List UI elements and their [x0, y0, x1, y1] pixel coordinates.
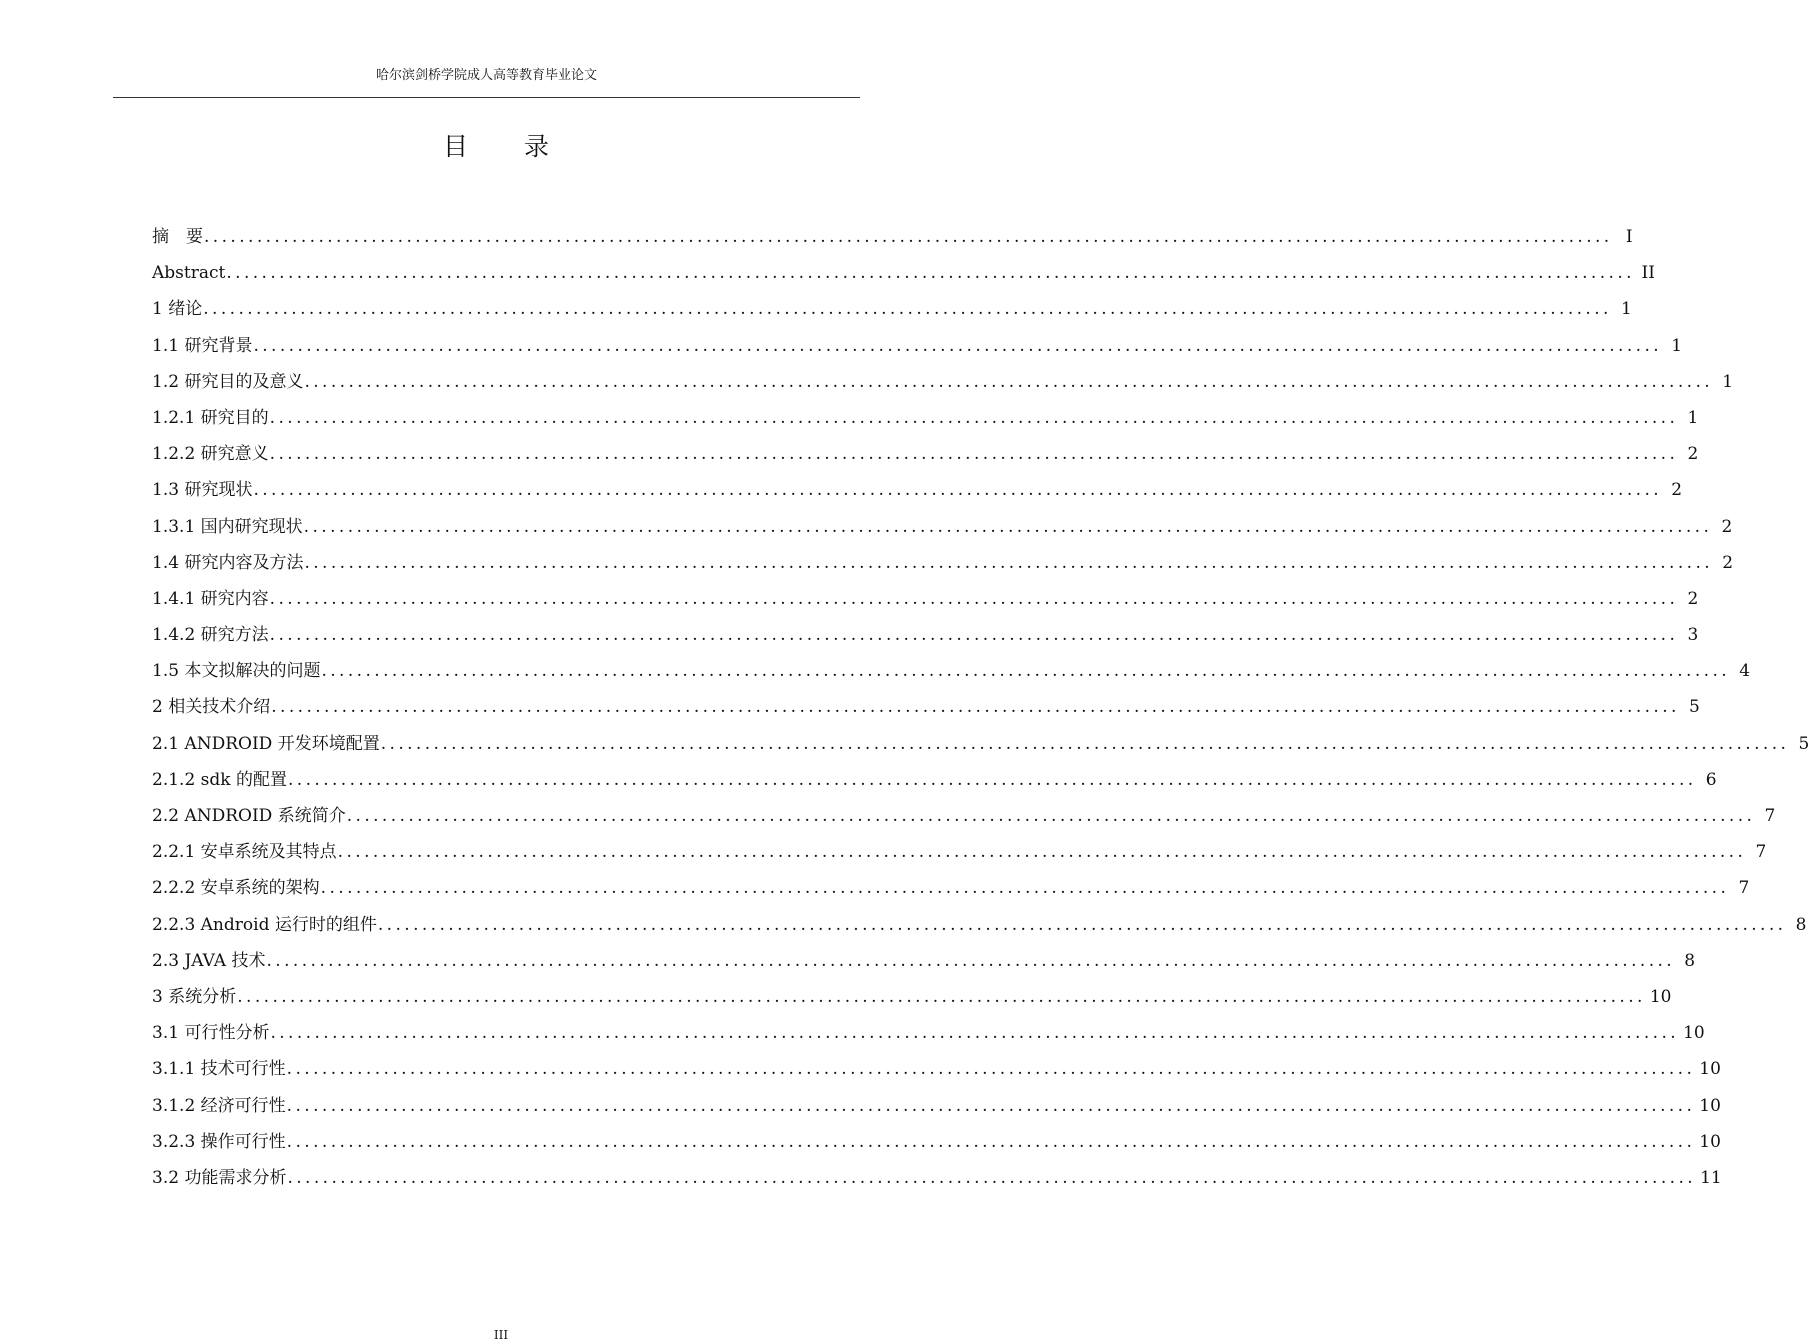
toc-entry-label: 1.4 研究内容及方法: [152, 552, 304, 573]
toc-entry-label: 1.5 本文拟解决的问题: [152, 661, 321, 682]
toc-dot-leader: ................................................................................................................................................................: [287, 769, 1697, 790]
toc-entry-page: 2: [1722, 552, 1734, 573]
toc-entry-label: 2.1.2 sdk 的配置: [152, 769, 287, 790]
toc-entry-page: 5: [1798, 733, 1809, 754]
toc-entry[interactable]: [152, 1051, 1721, 1087]
toc-dot-leader: ................................................................................................................................................................: [286, 1131, 1696, 1152]
toc-dot-leader: ................................................................................................................................................................: [226, 263, 1635, 284]
toc-entry[interactable]: [152, 219, 1633, 255]
toc-entry[interactable]: [152, 762, 1717, 798]
toc-entry-label: 3 系统分析: [152, 986, 237, 1007]
toc-entry-page: 2: [1687, 444, 1699, 465]
header-rule: [113, 97, 860, 98]
toc-entry-page: 7: [1738, 878, 1750, 899]
toc-entry[interactable]: [152, 798, 1776, 834]
toc-entry[interactable]: [152, 617, 1699, 653]
toc-dot-leader: ................................................................................................................................................................: [287, 1167, 1697, 1188]
page-number: III: [493, 1328, 509, 1342]
toc-dot-leader: ................................................................................................................................................................: [321, 661, 1731, 682]
toc-entry[interactable]: [152, 870, 1750, 906]
toc-entry[interactable]: [152, 834, 1767, 870]
toc-entry[interactable]: [152, 581, 1699, 617]
toc-dot-leader: ................................................................................................................................................................: [253, 480, 1663, 501]
toc-entry-label: 3.1 可行性分析: [152, 1023, 270, 1044]
toc-entry-label: Abstract: [152, 263, 226, 284]
toc-entry[interactable]: [152, 328, 1683, 364]
toc-entry-page: 7: [1755, 842, 1767, 863]
toc-dot-leader: ................................................................................................................................................................: [253, 335, 1663, 356]
toc-entry-label: 1.2 研究目的及意义: [152, 371, 304, 392]
toc-entry-label: 1.1 研究背景: [152, 335, 253, 356]
toc-entry-label: 2.3 JAVA 技术: [152, 950, 266, 971]
toc-entry-page: 10: [1699, 1131, 1721, 1152]
toc-entry-label: 3.2 功能需求分析: [152, 1167, 287, 1188]
toc-dot-leader: ................................................................................................................................................................: [266, 950, 1676, 971]
toc-entry-label: 3.2.3 操作可行性: [152, 1131, 286, 1152]
toc-entry-label: 3.1.2 经济可行性: [152, 1095, 286, 1116]
toc-entry-page: 2: [1687, 588, 1699, 609]
toc-entry-label: 1 绪论: [152, 299, 203, 320]
toc-dot-leader: ................................................................................................................................................................: [346, 806, 1756, 826]
toc-dot-leader: ................................................................................................................................................................: [269, 407, 1679, 428]
toc-entry-page: 1: [1671, 335, 1683, 356]
toc-entry-label: 3.1.1 技术可行性: [152, 1059, 286, 1080]
toc-entry-label: 1.2.2 研究意义: [152, 444, 269, 465]
toc-entry[interactable]: [152, 979, 1672, 1015]
toc-entry[interactable]: [152, 943, 1696, 979]
toc-entry[interactable]: [152, 1015, 1705, 1051]
toc-entry[interactable]: [152, 509, 1733, 545]
toc-entry-page: 4: [1739, 661, 1751, 682]
toc-entry-page: 3: [1687, 625, 1699, 646]
toc-entry[interactable]: [152, 689, 1700, 725]
toc-entry-page: 10: [1699, 1095, 1721, 1116]
toc-entry-page: 6: [1705, 769, 1717, 790]
toc-entry-page: 10: [1699, 1059, 1721, 1080]
toc-entry[interactable]: [152, 291, 1632, 327]
toc-entry-label: 2.1 ANDROID 开发环境配置: [152, 733, 380, 754]
toc-entry-page: 8: [1684, 950, 1696, 971]
toc-dot-leader: ................................................................................................................................................................: [269, 588, 1679, 609]
toc-entry[interactable]: [152, 1160, 1722, 1196]
toc-entry-page: 8: [1795, 914, 1807, 935]
toc-entry[interactable]: [152, 255, 1655, 291]
table-of-contents: [152, 219, 1809, 1196]
toc-dot-leader: ................................................................................................................................................................: [237, 986, 1646, 1007]
toc-entry-page: 2: [1671, 480, 1683, 501]
toc-entry-label: 1.2.1 研究目的: [152, 407, 269, 428]
toc-entry[interactable]: [152, 364, 1734, 400]
toc-entry[interactable]: [152, 545, 1734, 581]
toc-dot-leader: ................................................................................................................................................................: [286, 1059, 1696, 1080]
toc-dot-leader: ................................................................................................................................................................: [320, 878, 1730, 899]
toc-entry-page: 1: [1621, 299, 1632, 320]
toc-dot-leader: ................................................................................................................................................................: [203, 299, 1612, 320]
toc-entry-page: 11: [1700, 1167, 1722, 1188]
toc-dot-leader: ................................................................................................................................................................: [304, 371, 1714, 392]
toc-entry[interactable]: [152, 907, 1807, 943]
toc-entry-label: 2.2 ANDROID 系统简介: [152, 806, 346, 826]
toc-dot-leader: ................................................................................................................................................................: [269, 625, 1679, 646]
toc-entry-label: 摘 要: [152, 227, 203, 247]
toc-entry[interactable]: [152, 400, 1699, 436]
toc-dot-leader: ................................................................................................................................................................: [377, 914, 1787, 935]
toc-dot-leader: ................................................................................................................................................................: [380, 733, 1790, 754]
toc-entry[interactable]: [152, 472, 1683, 508]
toc-entry[interactable]: [152, 436, 1699, 472]
toc-entry-label: 2.2.1 安卓系统及其特点: [152, 842, 337, 863]
toc-dot-leader: ................................................................................................................................................................: [269, 444, 1679, 465]
toc-entry[interactable]: [152, 1088, 1721, 1124]
toc-entry-page: 10: [1683, 1023, 1705, 1044]
toc-dot-leader: ................................................................................................................................................................: [286, 1095, 1696, 1116]
toc-entry-page: 1: [1722, 371, 1734, 392]
toc-entry-page: I: [1625, 227, 1633, 247]
toc-entry-page: 1: [1687, 407, 1699, 428]
toc-dot-leader: ................................................................................................................................................................: [204, 227, 1613, 247]
toc-entry-label: 1.3.1 国内研究现状: [152, 516, 303, 537]
toc-dot-leader: ................................................................................................................................................................: [271, 697, 1680, 718]
toc-entry-page: II: [1641, 263, 1655, 284]
toc-entry-label: 1.4.2 研究方法: [152, 625, 269, 646]
toc-dot-leader: ................................................................................................................................................................: [303, 516, 1713, 537]
toc-entry-label: 2 相关技术介绍: [152, 697, 271, 718]
toc-entry-label: 2.2.3 Android 运行时的组件: [152, 914, 377, 935]
toc-entry[interactable]: [152, 653, 1751, 689]
toc-entry[interactable]: [152, 726, 1809, 762]
toc-entry-page: 10: [1649, 986, 1672, 1007]
toc-title: 目 录: [443, 132, 573, 161]
toc-entry-label: 2.2.2 安卓系统的架构: [152, 878, 320, 899]
toc-entry-page: 7: [1764, 806, 1776, 826]
toc-entry-page: 5: [1689, 697, 1700, 718]
toc-entry-page: 2: [1721, 516, 1733, 537]
toc-entry-label: 1.4.1 研究内容: [152, 588, 269, 609]
toc-dot-leader: ................................................................................................................................................................: [270, 1023, 1680, 1044]
running-header: 哈尔滨剑桥学院成人高等教育毕业论文: [375, 68, 597, 83]
toc-entry-label: 1.3 研究现状: [152, 480, 253, 501]
toc-dot-leader: ................................................................................................................................................................: [337, 842, 1747, 863]
toc-dot-leader: ................................................................................................................................................................: [304, 552, 1714, 573]
toc-entry[interactable]: [152, 1124, 1721, 1160]
